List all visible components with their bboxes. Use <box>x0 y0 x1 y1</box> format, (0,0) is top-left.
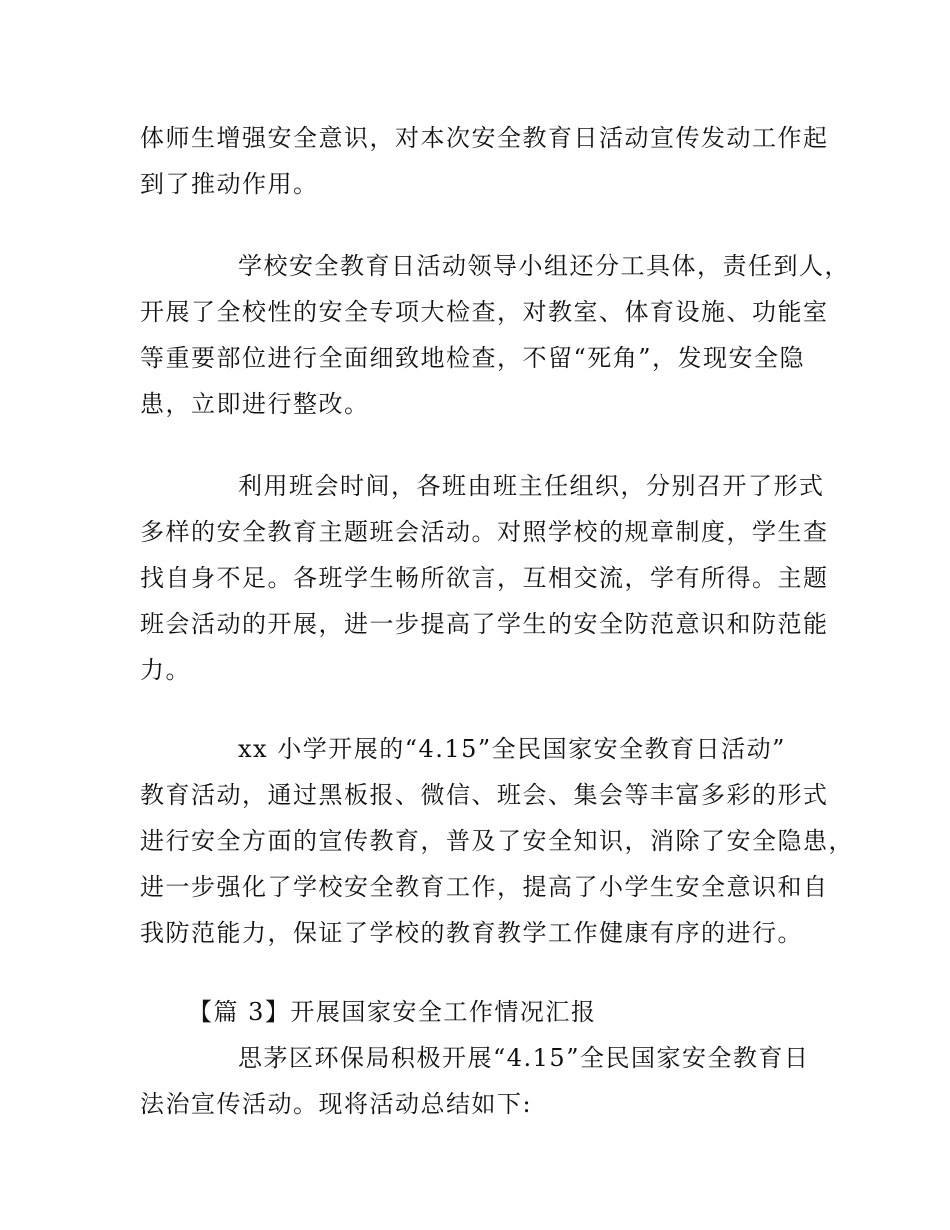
paragraph-1-line-2: 到了推动作用。 <box>140 170 319 198</box>
paragraph-5-line-1: 思茅区环保局积极开展“4.15”全民国家安全教育日 <box>238 1044 810 1072</box>
paragraph-4-line-2: 教育活动，通过黑板报、微信、班会、集会等丰富多彩的形式 <box>140 781 829 809</box>
paragraph-3-line-1: 利用班会时间，各班由班主任组织，分别召开了形式 <box>238 472 825 500</box>
paragraph-2-line-2: 开展了全校性的安全专项大检查，对教室、体育设施、功能室 <box>140 298 829 326</box>
paragraph-3-line-2: 多样的安全教育主题班会活动。对照学校的规章制度，学生查 <box>140 518 829 546</box>
paragraph-3-line-4: 班会活动的开展，进一步提高了学生的安全防范意识和防范能 <box>140 610 829 638</box>
paragraph-1-line-1: 体师生增强安全意识，对本次安全教育日活动宣传发动工作起 <box>140 124 829 152</box>
paragraph-3-line-5: 力。 <box>140 656 191 684</box>
section-heading: 【篇 3】开展国家安全工作情况汇报 <box>188 998 597 1026</box>
paragraph-4-line-4: 进一步强化了学校安全教育工作，提高了小学生安全意识和自 <box>140 873 829 901</box>
paragraph-3-line-3: 找自身不足。各班学生畅所欲言，互相交流，学有所得。主题 <box>140 564 829 592</box>
paragraph-5-line-2: 法治宣传活动。现将活动总结如下: <box>140 1090 533 1118</box>
paragraph-4-line-5: 我防范能力，保证了学校的教育教学工作健康有序的进行。 <box>140 919 803 947</box>
paragraph-4-line-3: 进行安全方面的宣传教育，普及了安全知识，消除了安全隐患， <box>140 827 854 855</box>
paragraph-2-line-4: 患，立即进行整改。 <box>140 390 370 418</box>
paragraph-2-line-3: 等重要部位进行全面细致地检查，不留“死角”，发现安全隐 <box>140 344 806 372</box>
paragraph-2-line-1: 学校安全教育日活动领导小组还分工具体，责任到人， <box>238 252 850 280</box>
paragraph-4-line-1: xx 小学开展的“4.15”全民国家安全教育日活动” <box>238 735 786 763</box>
